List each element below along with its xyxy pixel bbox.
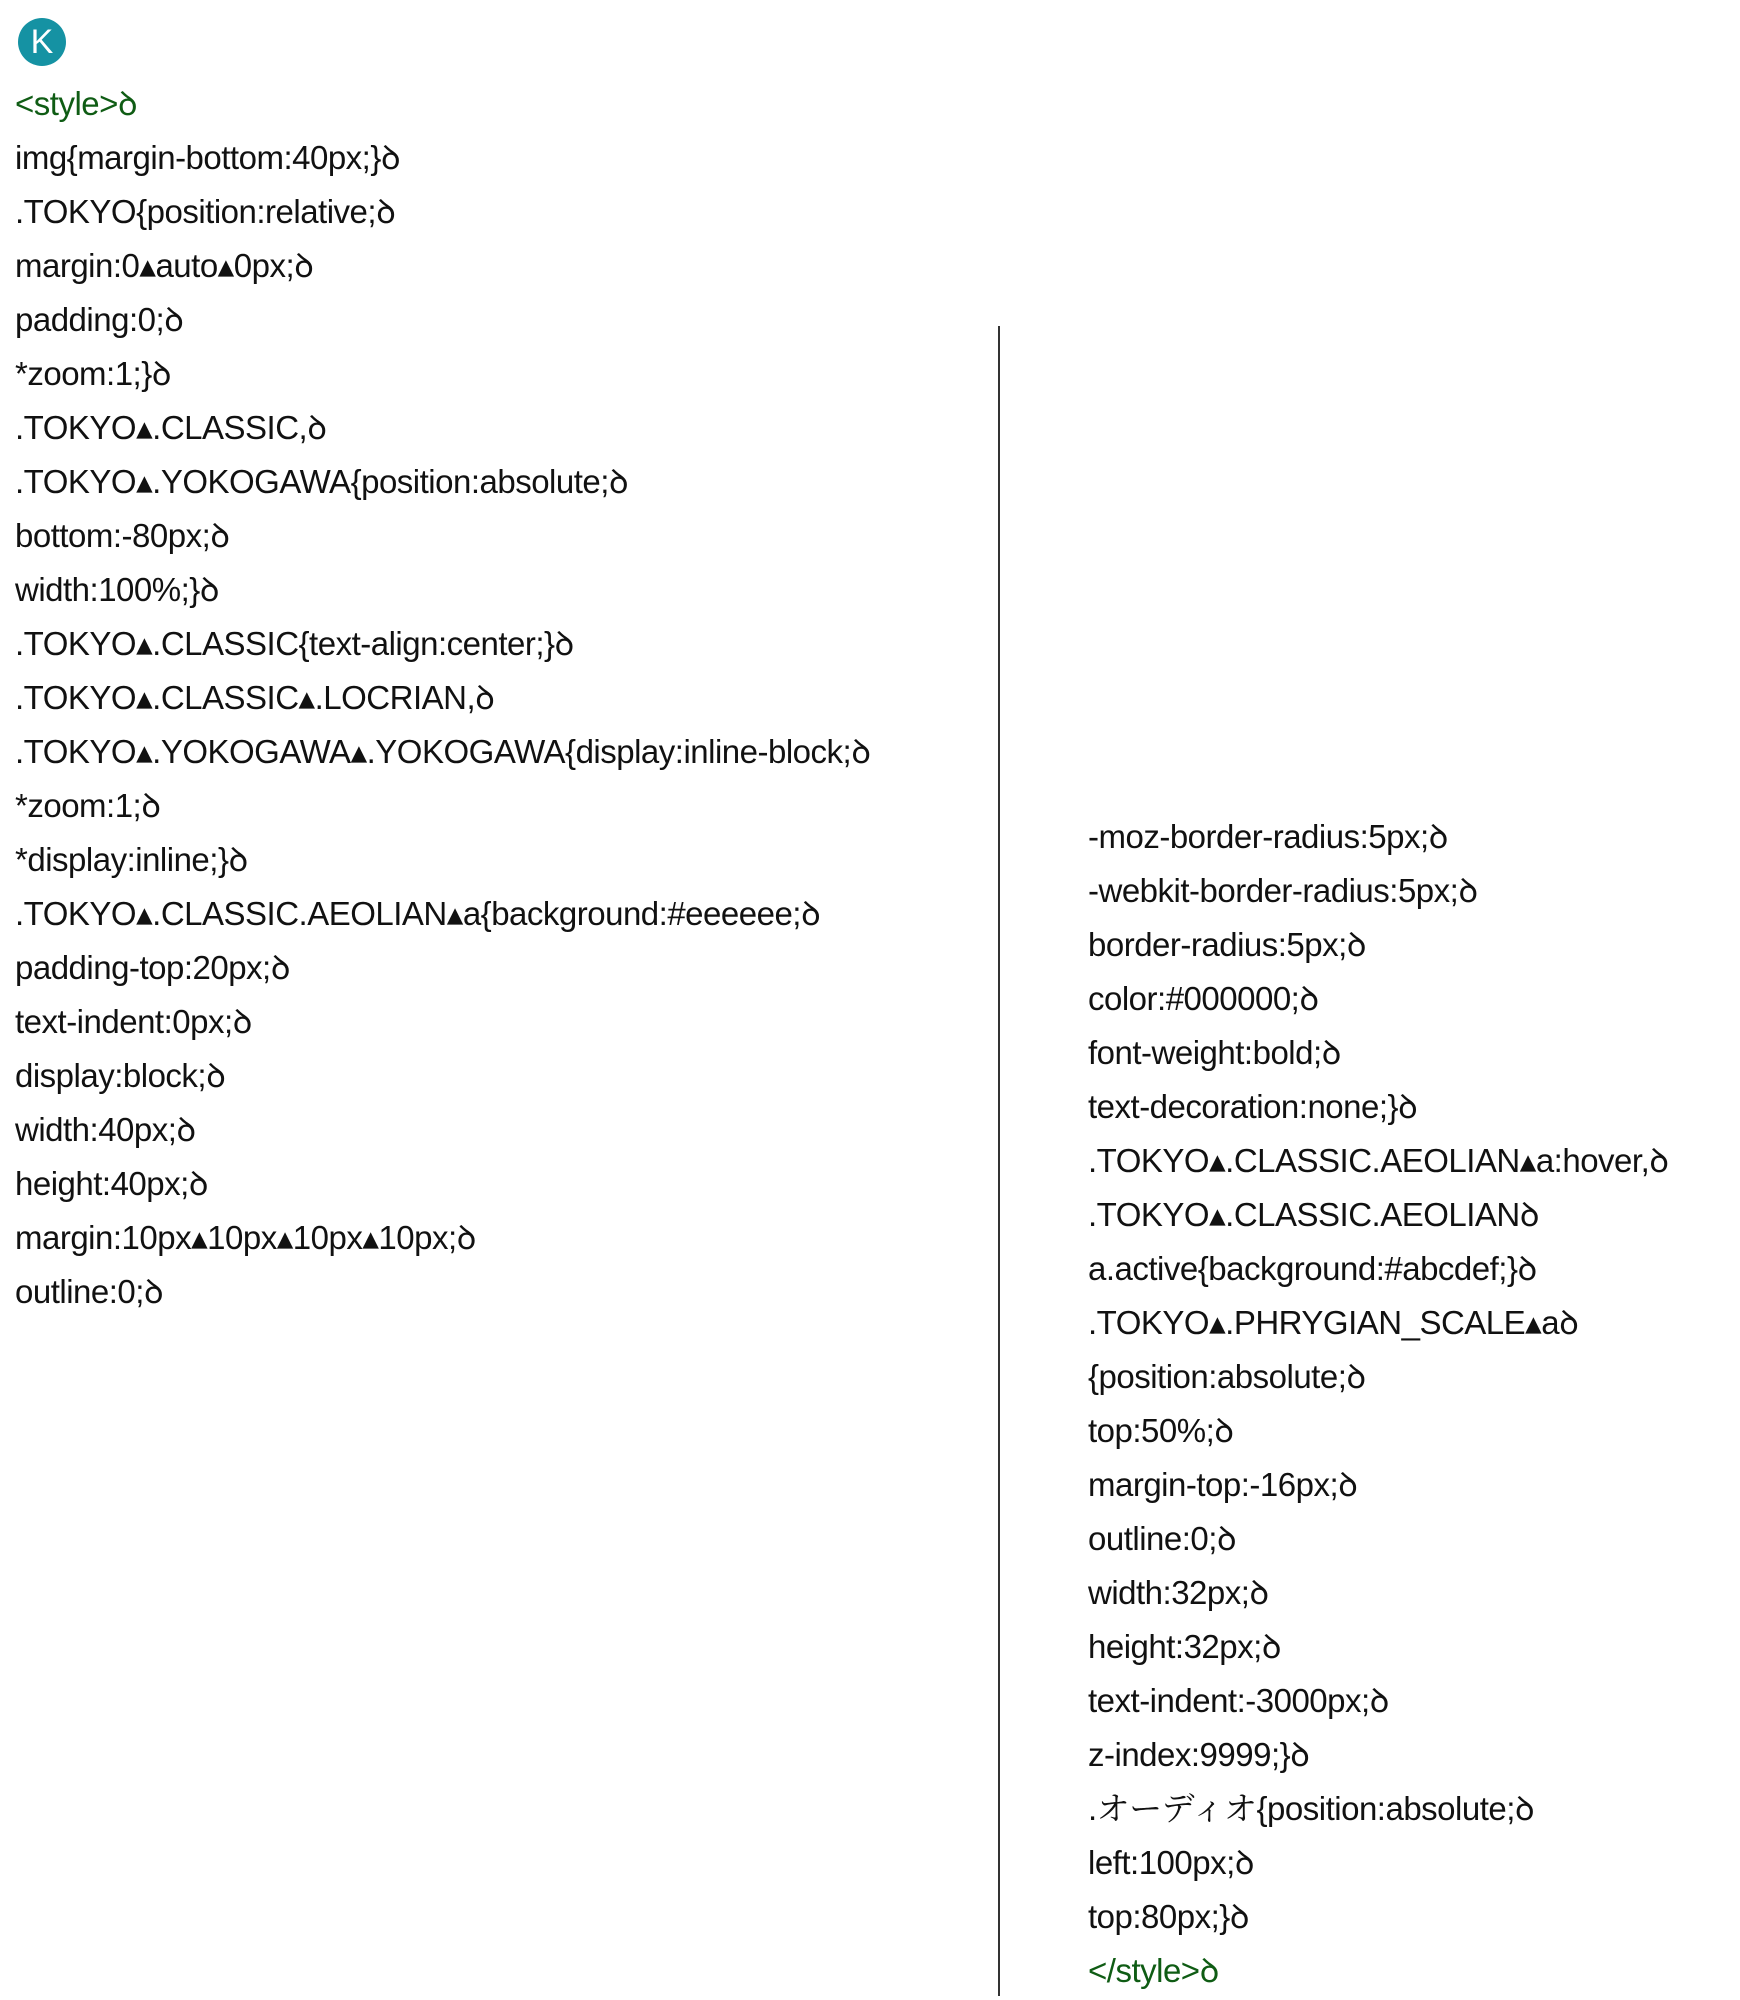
code-line: color:#000000;ꝺ	[1088, 980, 1319, 1017]
code-line: *zoom:1;}ꝺ	[15, 355, 172, 392]
code-line: text-indent:0px;ꝺ	[15, 1003, 252, 1040]
code-line: img{margin-bottom:40px;}ꝺ	[15, 139, 401, 176]
code-line: border-radius:5px;ꝺ	[1088, 926, 1367, 963]
code-column-right	[1088, 810, 1669, 1998]
code-line: .TOKYO▴.YOKOGAWA▴.YOKOGAWA{display:inline-block;ꝺ	[15, 733, 871, 770]
code-line: .TOKYO▴.CLASSIC.AEOLIAN▴a:hover,ꝺ	[1088, 1142, 1669, 1179]
code-line: z-index:9999;}ꝺ	[1088, 1736, 1310, 1773]
code-line: width:32px;ꝺ	[1088, 1574, 1269, 1611]
code-line: width:40px;ꝺ	[15, 1111, 196, 1148]
code-line: .TOKYO▴.CLASSIC▴.LOCRIAN,ꝺ	[15, 679, 495, 716]
code-line: bottom:-80px;ꝺ	[15, 517, 230, 554]
avatar-k-icon: K	[18, 18, 66, 66]
code-line: {position:absolute;ꝺ	[1088, 1358, 1366, 1395]
code-line: <style>ꝺ	[15, 85, 138, 122]
code-line: display:block;ꝺ	[15, 1057, 226, 1094]
code-line: -webkit-border-radius:5px;ꝺ	[1088, 872, 1478, 909]
code-line: padding:0;ꝺ	[15, 301, 184, 338]
code-line: .オーディオ{position:absolute;ꝺ	[1088, 1790, 1535, 1827]
code-line: </style>ꝺ	[1088, 1952, 1219, 1989]
column-divider	[998, 326, 1000, 1996]
code-line: top:50%;ꝺ	[1088, 1412, 1234, 1449]
code-line: a.active{background:#abcdef;}ꝺ	[1088, 1250, 1537, 1287]
code-line: text-indent:-3000px;ꝺ	[1088, 1682, 1389, 1719]
code-line: .TOKYO▴.CLASSIC.AEOLIAN▴a{background:#eeeeee;ꝺ	[15, 895, 821, 932]
code-line: left:100px;ꝺ	[1088, 1844, 1255, 1881]
code-line: margin:10px▴10px▴10px▴10px;ꝺ	[15, 1219, 476, 1256]
code-line: .TOKYO▴.CLASSIC.AEOLIANꝺ	[1088, 1196, 1540, 1233]
code-line: outline:0;ꝺ	[1088, 1520, 1237, 1557]
code-line: top:80px;}ꝺ	[1088, 1898, 1250, 1935]
code-line: font-weight:bold;ꝺ	[1088, 1034, 1341, 1071]
code-line: .TOKYO▴.CLASSIC,ꝺ	[15, 409, 327, 446]
code-line: .TOKYO▴.PHRYGIAN_SCALE▴aꝺ	[1088, 1304, 1579, 1341]
code-line: *zoom:1;ꝺ	[15, 787, 161, 824]
code-line: outline:0;ꝺ	[15, 1273, 164, 1310]
code-column-left	[15, 77, 870, 1319]
code-line: text-decoration:none;}ꝺ	[1088, 1088, 1418, 1125]
code-line: height:32px;ꝺ	[1088, 1628, 1282, 1665]
code-line: .TOKYO{position:relative;ꝺ	[15, 193, 396, 230]
code-line: *display:inline;}ꝺ	[15, 841, 248, 878]
code-line: -moz-border-radius:5px;ꝺ	[1088, 818, 1448, 855]
code-line: .TOKYO▴.CLASSIC{text-align:center;}ꝺ	[15, 625, 574, 662]
code-line: .TOKYO▴.YOKOGAWA{position:absolute;ꝺ	[15, 463, 629, 500]
code-line: width:100%;}ꝺ	[15, 571, 220, 608]
code-line: margin:0▴auto▴0px;ꝺ	[15, 247, 314, 284]
code-line: margin-top:-16px;ꝺ	[1088, 1466, 1358, 1503]
code-line: padding-top:20px;ꝺ	[15, 949, 290, 986]
code-line: height:40px;ꝺ	[15, 1165, 209, 1202]
